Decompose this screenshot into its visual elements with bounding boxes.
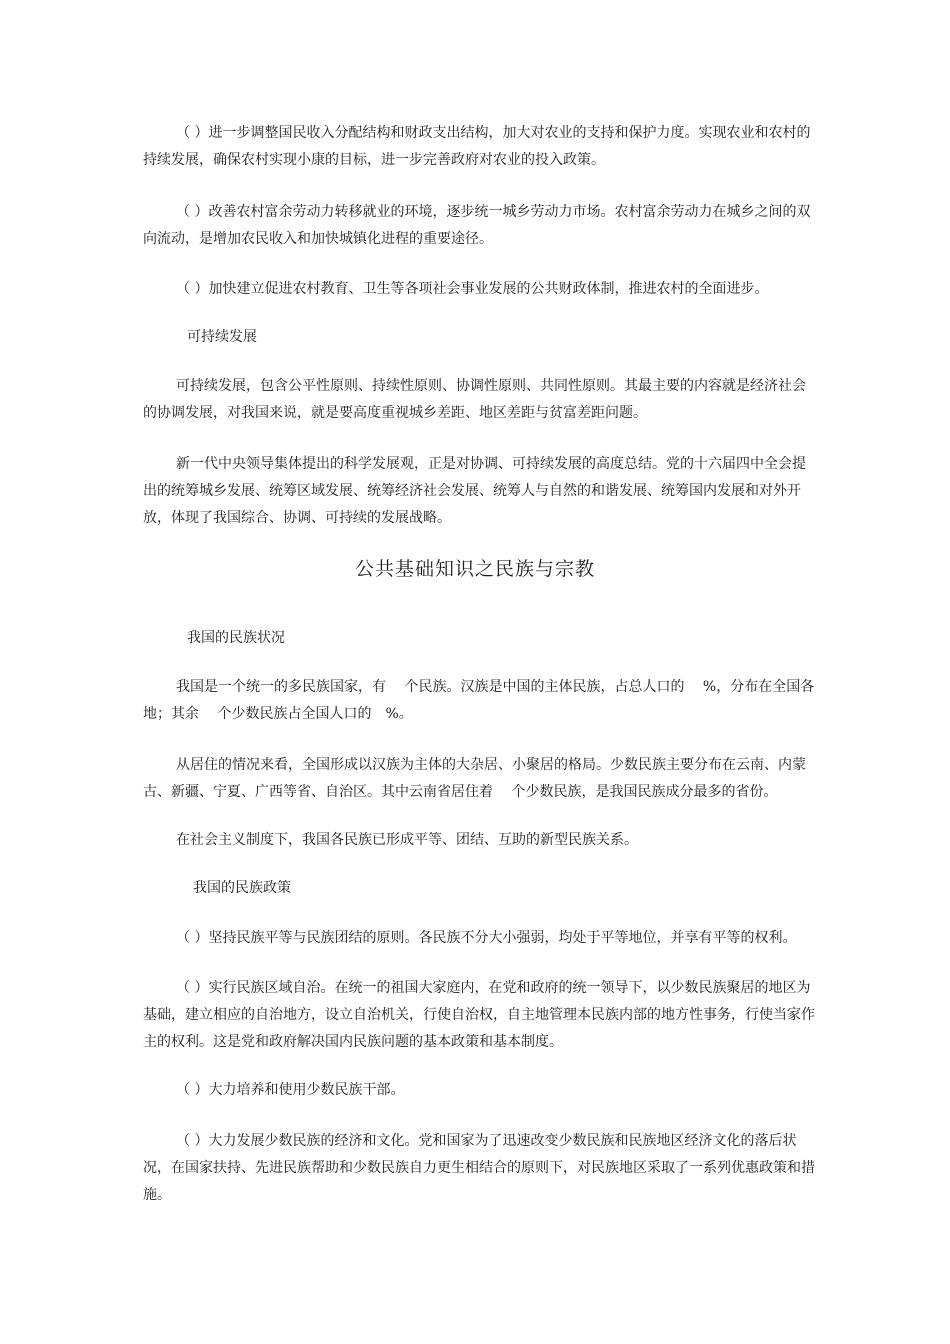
ethnic-policy-item-3: （ ）大力培养和使用少数民族干部。	[176, 1082, 405, 1098]
sustainable-heading: 可持续发展	[187, 329, 257, 345]
ethnic-policy-item-4: （ ）大力发展少数民族的经济和文化。党和国家为了迅速改变少数民族和民族地区经济文化的落后状况，在国家扶持、先进民族帮助和少数民族自力更生相结合的原则下，对民族地区采取了一系列优惠政策和措施。	[143, 1133, 815, 1203]
ethnic-policy-item-2: （ ）实行民族区域自治。在统一的祖国大家庭内，在党和政府的统一领导下，以少数民族聚居的地区为基础，建立相应的自治地方，设立自治机关，行使自治权，自主地管理本民族内部的地方性事务，行使当家作主的权利。这是党和政府解决国内民族问题的基本政策和基本制度。	[143, 980, 815, 1050]
ethnic-status-heading: 我国的民族状况	[187, 630, 285, 646]
ethnic-status-paragraph-3: 在社会主义制度下，我国各民族已形成平等、团结、互助的新型民族关系。	[176, 832, 638, 848]
section-title: 公共基础知识之民族与宗教	[354, 558, 595, 580]
agriculture-policy-item-1: （ ）进一步调整国民收入分配结构和财政支出结构，加大对农业的支持和保护力度。实现农业和农村的持续发展，确保农村实现小康的目标，进一步完善政府对农业的投入政策。	[143, 125, 811, 168]
sustainable-paragraph-1: 可持续发展，包含公平性原则、持续性原则、协调性原则、共同性原则。其最主要的内容就是经济社会的协调发展，对我国来说，就是要高度重视城乡差距、地区差距与贫富差距问题。	[143, 378, 806, 421]
ethnic-status-paragraph-1: 我国是一个统一的多民族国家，有 个民族。汉族是中国的主体民族，占总人口的 %，分布在全国各地；其余 个少数民族占全国人口的 %。	[143, 679, 815, 722]
sustainable-paragraph-2: 新一代中央领导集体提出的科学发展观，正是对协调、可持续发展的高度总结。党的十六届四中全会提出的统筹城乡发展、统筹区域发展、统筹经济社会发展、统筹人与自然的和谐发展、统筹国内发展和对外开放，体现了我国综合、协调、可持续的发展战略。	[143, 456, 806, 526]
ethnic-policy-item-1: （ ）坚持民族平等与民族团结的原则。各民族不分大小强弱，均处于平等地位，并享有平等的权利。	[176, 930, 797, 946]
agriculture-policy-item-3: （ ）加快建立促进农村教育、卫生等各项社会事业发展的公共财政体制，推进农村的全面进步。	[176, 281, 769, 297]
ethnic-policy-heading: 我国的民族政策	[193, 880, 291, 896]
agriculture-policy-item-2: （ ）改善农村富余劳动力转移就业的环境，逐步统一城乡劳动力市场。农村富余劳动力在城乡之间的双向流动，是增加农民收入和加快城镇化进程的重要途径。	[143, 204, 811, 247]
ethnic-status-paragraph-2: 从居住的情况来看，全国形成以汉族为主体的大杂居、小聚居的格局。少数民族主要分布在云南、内蒙古、新疆、宁夏、广西等省、自治区。其中云南省居住着 个少数民族，是我国民族成分最多的省份。	[143, 757, 806, 800]
